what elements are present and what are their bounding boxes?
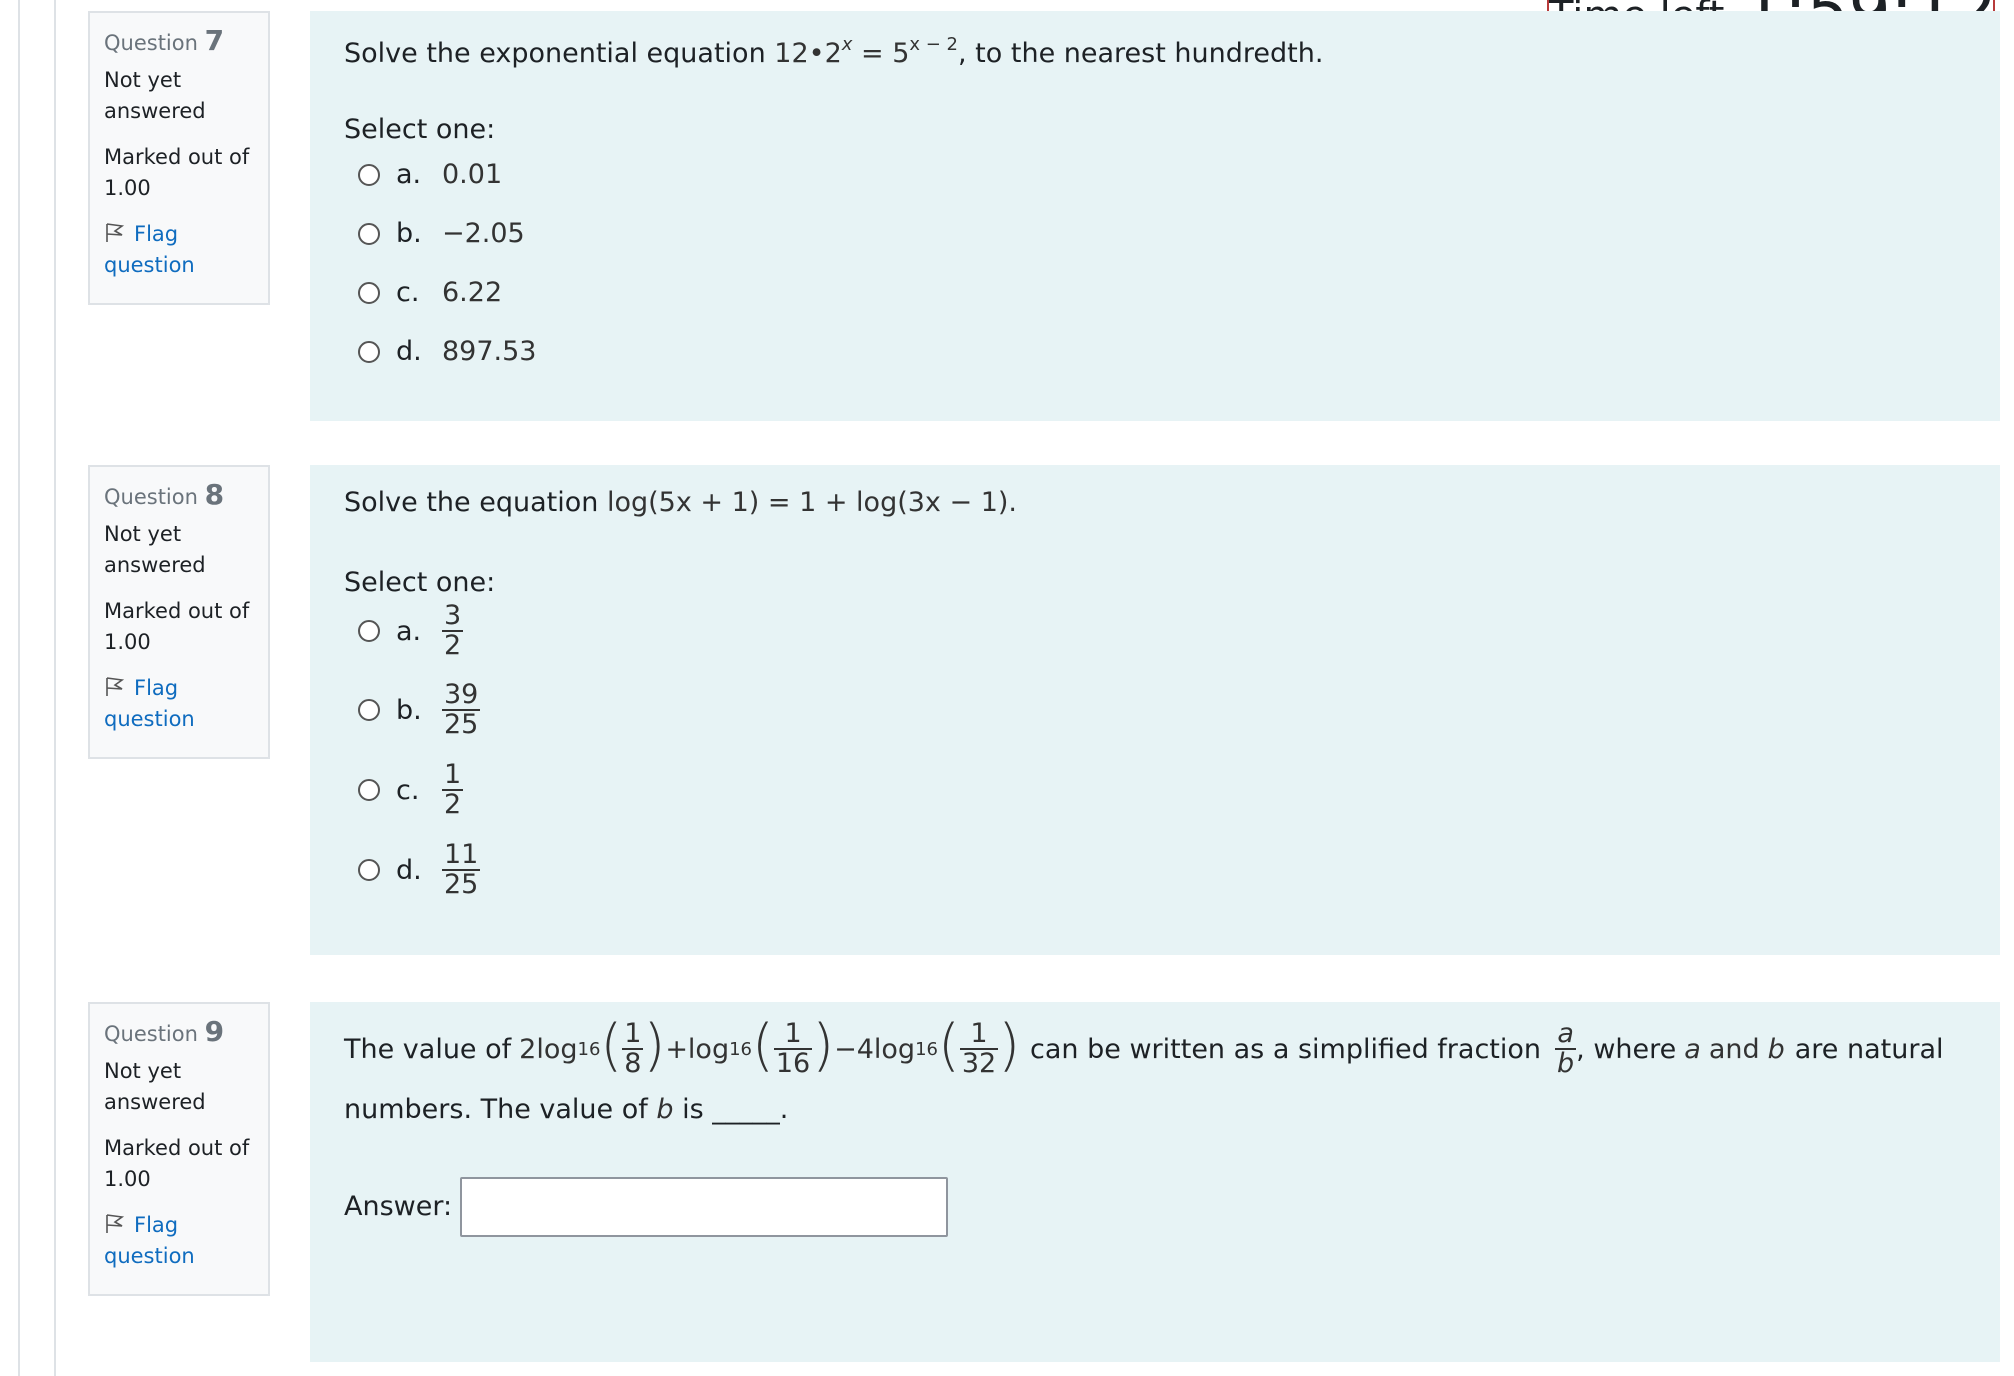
question-text-middle: can be written as a simplified fraction [1030,1033,1542,1065]
log-base: 16 [577,1038,601,1060]
flag-icon [104,1214,126,1234]
radio-unchecked-icon[interactable] [358,699,380,721]
question-number-line [104,25,254,59]
question-state: Not yet answered [104,1059,206,1114]
option-letter: c. [396,774,420,806]
flag-label: Flag question [104,1213,195,1268]
log-term-2: +log [665,1033,730,1065]
log-term-3: −4log [834,1033,916,1065]
answer-option-b[interactable] [358,681,480,740]
flag-question-link[interactable] [104,1210,254,1272]
option-fraction [442,602,463,661]
content-left-border [54,0,56,1376]
fraction-numerator: 1 [624,1018,642,1049]
question-text-end: are natural [1794,1033,1944,1065]
paren-open: ( [600,1013,623,1079]
variable-a: a [1684,1033,1701,1065]
radio-unchecked-icon[interactable] [358,779,380,801]
answer-option-c[interactable] [358,277,502,308]
select-one-label: Select one: [344,114,496,145]
log-expression [519,1013,1021,1080]
option-value: −2.05 [442,218,525,249]
variable-b: b [1767,1033,1785,1065]
question-content-7 [310,11,2000,421]
question-label: Question [104,1022,198,1046]
answer-label: Answer: [344,1191,453,1222]
answer-input[interactable] [460,1177,948,1237]
fraction-numerator: 1 [970,1018,988,1049]
fraction-denominator: 2 [444,789,462,821]
option-value: 0.01 [442,159,503,190]
question-text-and: and [1708,1033,1760,1065]
answer-option-b[interactable] [358,218,525,249]
paren-open: ( [752,1013,774,1079]
question-text [344,487,1017,518]
paren-open: ( [937,1013,960,1079]
fraction-numerator: 1 [444,759,462,790]
question-number: 8 [204,478,225,511]
flag-question-link[interactable] [104,219,254,281]
question-info-7 [88,11,270,305]
option-letter: c. [396,277,420,308]
fraction-denominator: 8 [624,1048,642,1080]
question-equation [774,34,959,69]
log-fraction-3 [960,1020,998,1079]
question-text [344,34,1323,69]
question-text-prefix: The value of [344,1033,512,1065]
question-grade: Marked out of 1.00 [104,599,250,654]
question-grade: Marked out of 1.00 [104,1136,250,1191]
equation-exponent-1: x [841,34,853,55]
option-fraction [442,761,463,820]
question-number: 9 [204,1015,225,1048]
variable-b: b [656,1094,674,1125]
fraction-numerator: a [1557,1018,1574,1049]
ab-fraction [1555,1020,1576,1079]
radio-unchecked-icon[interactable] [358,282,380,304]
question-text-line-1 [344,1013,1944,1080]
option-fraction [442,841,480,900]
option-fraction [442,681,480,740]
fraction-denominator: 25 [444,709,479,741]
option-letter: a. [396,159,422,190]
log-fraction-2 [774,1020,812,1079]
log-fraction-1 [622,1020,643,1079]
flag-icon [104,677,126,697]
fraction-numerator: 11 [444,839,479,870]
option-letter: b. [396,218,422,249]
page-left-border [18,0,20,1376]
question-label: Question [104,485,198,509]
question-info-9 [88,1002,270,1296]
answer-option-a[interactable] [358,602,463,661]
question-info-8 [88,465,270,759]
question-number-line [104,1016,254,1050]
select-one-label: Select one: [344,567,496,598]
fraction-denominator: 25 [444,869,479,901]
question-label: Question [104,31,198,55]
line2-suffix: is _____. [682,1094,789,1125]
option-letter: d. [396,336,422,367]
answer-option-a[interactable] [358,159,502,190]
equation-base: 12•2 [774,38,842,69]
option-value: 6.22 [442,277,503,308]
flag-icon [104,223,126,243]
question-equation: log(5x + 1) = 1 + log(3x − 1). [606,487,1017,518]
fraction-denominator: 32 [961,1048,997,1080]
option-value: 897.53 [442,336,537,367]
question-state: Not yet answered [104,68,206,123]
answer-option-c[interactable] [358,761,463,820]
line2-prefix: numbers. The value of [344,1094,648,1125]
log-base: 16 [729,1038,753,1060]
option-letter: a. [396,615,422,647]
question-text-prefix: Solve the exponential equation [344,38,766,69]
answer-option-d[interactable] [358,841,480,900]
option-letter: d. [396,854,422,886]
fraction-numerator: 39 [444,679,479,710]
fraction-numerator: 1 [784,1018,802,1049]
radio-unchecked-icon[interactable] [358,859,380,881]
radio-unchecked-icon[interactable] [358,341,380,363]
question-number-line [104,479,254,513]
equation-exponent-2: x − 2 [909,34,959,55]
question-text-prefix: Solve the equation [344,487,599,518]
radio-unchecked-icon[interactable] [358,223,380,245]
question-grade: Marked out of 1.00 [104,145,250,200]
paren-close: ) [643,1013,666,1079]
question-text-suffix: , to the nearest hundredth. [958,38,1324,69]
radio-unchecked-icon[interactable] [358,620,380,642]
log-base: 16 [915,1038,938,1060]
fraction-denominator: 2 [444,630,462,662]
question-number: 7 [204,24,225,57]
fraction-numerator: 3 [444,600,462,631]
option-letter: b. [396,694,422,726]
paren-close: ) [812,1013,835,1079]
fraction-denominator: b [1557,1048,1575,1080]
equation-middle: = 5 [852,38,910,69]
fraction-denominator: 16 [775,1048,811,1080]
log-term-1: 2log [519,1033,578,1065]
paren-close: ) [998,1013,1021,1079]
flag-label: Flag question [104,222,195,277]
question-content-9 [310,1002,2000,1362]
radio-unchecked-icon[interactable] [358,164,380,186]
question-text-where: , where [1576,1033,1677,1065]
flag-question-link[interactable] [104,673,254,735]
flag-label: Flag question [104,676,195,731]
question-state: Not yet answered [104,522,206,577]
answer-option-d[interactable] [358,336,536,367]
question-content-8 [310,465,2000,955]
question-text-line-2 [344,1094,788,1125]
